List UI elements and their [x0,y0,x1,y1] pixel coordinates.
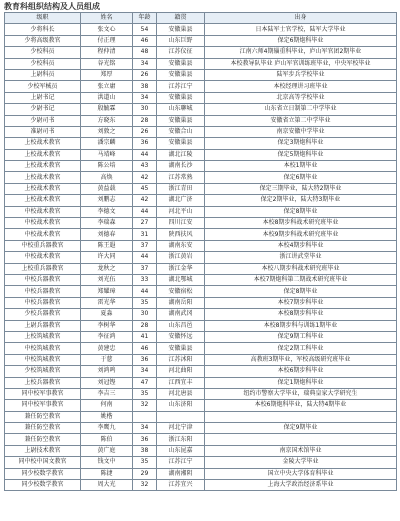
cell-background: 纽约市警察大学毕业，瑞典皇家大学研究生 [205,388,397,399]
cell-name: 夏淼 [81,309,133,320]
cell-name: 陈公培 [81,161,133,172]
cell-background: 本校教导队毕业 庐山军官训练班毕业，中央军校毕业 [205,58,397,69]
cell-name: 刘冠铿 [81,377,133,388]
table-row [5,388,397,399]
table-row [5,183,397,194]
cell-rank: 上校兵器教官 [5,377,81,388]
cell-age: 41 [133,331,157,342]
personnel-table [4,12,397,491]
cell-rank: 上校战术教官 [5,149,81,160]
cell-background: 本校8期步科毕业 [205,309,397,320]
table-row [5,400,397,411]
table-row [5,126,397,137]
table-row [5,138,397,149]
cell-name: 刘鸿鸣 [81,366,133,377]
cell-rank: 中校战术教官 [5,229,81,240]
cell-origin: 江苏沭阳 [157,354,205,365]
cell-rank: 上校战术教官 [5,195,81,206]
table-row [5,343,397,354]
cell-background: 南京国术馆毕业 [205,445,397,456]
cell-rank: 少将科长 [5,24,81,35]
table-row [5,24,397,35]
cell-background: 南京安徽中学毕业 [205,126,397,137]
table-row [5,263,397,274]
cell-rank: 上校筑城教官 [5,331,81,342]
cell-age: 34 [133,423,157,434]
cell-age: 45 [133,183,157,194]
cell-background: 本校8期步科战术研究班毕业 [205,218,397,229]
table-row [5,92,397,103]
cell-age: 26 [133,69,157,80]
table-row [5,69,397,80]
cell-rank: 少校科员 [5,47,81,58]
cell-name: 郑耀璋 [81,286,133,297]
table-row [5,480,397,491]
cell-name: 于慈 [81,354,133,365]
cell-name: 刘敦之 [81,126,133,137]
table-row [5,229,397,240]
cell-origin: 江苏常熟 [157,172,205,183]
column-header-background: 出身 [205,13,397,24]
cell-origin: 河北曲阳 [157,366,205,377]
cell-origin: 山东昌邑 [157,320,205,331]
table-row [5,468,397,479]
cell-rank: 上尉书记 [5,92,81,103]
table-row [5,377,397,388]
cell-rank: 少尉书记 [5,104,81,115]
cell-age: 54 [133,24,157,35]
cell-rank: 中校筑城教官 [5,354,81,365]
cell-rank: 同中校军事教官 [5,400,81,411]
cell-origin: 浙江黄岩 [157,252,205,263]
cell-rank: 中校战术教官 [5,218,81,229]
cell-name: 洪道山 [81,92,133,103]
cell-name: 潘宗麟 [81,138,133,149]
cell-origin: 河北宁津 [157,423,205,434]
table-row [5,206,397,217]
cell-background: 保定6期炮科毕业 [205,35,397,46]
cell-origin: 湖南湘阴 [157,468,205,479]
cell-age: 32 [133,400,157,411]
cell-background: 保定9期毕业 [205,423,397,434]
cell-origin: 安徽宿松 [157,286,205,297]
cell-age: 35 [133,388,157,399]
cell-age: 33 [133,274,157,285]
cell-age: 28 [133,115,157,126]
cell-rank: 上校重兵器教官 [5,263,81,274]
cell-origin: 江苏江宁 [157,81,205,92]
cell-origin: 浙江东阳 [157,434,205,445]
table-row [5,274,397,285]
cell-rank: 上尉技术教官 [5,445,81,456]
cell-name: 钱文中 [81,457,133,468]
cell-origin [157,411,205,422]
cell-origin: 安徽巢县 [157,115,205,126]
cell-background: 本校6期步科毕业 [205,366,397,377]
cell-age: 30 [133,104,157,115]
cell-origin: 江苏江宁 [157,457,205,468]
cell-background: 本校7期炮科第二期战术研究班毕业 [205,274,397,285]
cell-age: 46 [133,35,157,46]
cell-rank: 同少校数学教官 [5,480,81,491]
table-row [5,309,397,320]
cell-rank: 兼任防空教官 [5,423,81,434]
table-row [5,297,397,308]
cell-rank: 中校战术教官 [5,252,81,263]
cell-origin: 江西宜丰 [157,377,205,388]
cell-name: 刘光伍 [81,274,133,285]
cell-age: 44 [133,286,157,297]
cell-background: 高教班3期毕业，军校高级研究班毕业 [205,354,397,365]
cell-origin: 湖北江陵 [157,149,205,160]
cell-origin: 四川江安 [157,218,205,229]
cell-rank: 少尉司书 [5,115,81,126]
table-header-row [5,13,397,24]
table-row [5,35,397,46]
table-row [5,47,397,58]
cell-age: 38 [133,445,157,456]
cell-rank: 上校战术教官 [5,161,81,172]
cell-name: 李德文 [81,206,133,217]
cell-origin: 湖北鄂城 [157,274,205,285]
cell-background: 江南六师4期辎重科毕业，庐山军官团2期毕业 [205,47,397,58]
cell-origin: 安徽巢县 [157,58,205,69]
cell-origin: 河北唐县 [157,388,205,399]
cell-age: 36 [133,354,157,365]
cell-background: 本校8期步科与训练1期毕业 [205,320,397,331]
cell-age: 44 [133,149,157,160]
cell-age: 31 [133,229,157,240]
cell-origin: 山东昆嘉 [157,445,205,456]
cell-age: 37 [133,263,157,274]
cell-rank: 同少校数学教官 [5,468,81,479]
table-row [5,81,397,92]
cell-rank: 兼任防空教官 [5,434,81,445]
cell-rank: 中校兵器教官 [5,297,81,308]
table-body [5,24,397,491]
cell-background: 浙江讲武堂毕业 [205,252,397,263]
column-header-age: 年龄 [133,13,157,24]
table-row [5,411,397,422]
document-title: 教育科组织结构及人员组成 [4,2,100,11]
cell-rank: 中校兵器教官 [5,274,81,285]
cell-age: 43 [133,161,157,172]
cell-origin: 安徽怀远 [157,331,205,342]
cell-name: 陈捷 [81,468,133,479]
column-header-origin: 籍贯 [157,13,205,24]
table-row [5,286,397,297]
cell-background: 本校6期炮科毕业，陆大特4期毕业 [205,400,397,411]
cell-age: 29 [133,468,157,479]
cell-name: 陈王遐 [81,240,133,251]
cell-age: 26 [133,126,157,137]
cell-background: 保定2期毕业，陆大特3期毕业 [205,195,397,206]
cell-age [133,411,157,422]
table-row [5,115,397,126]
cell-name: 刘鹏志 [81,195,133,206]
cell-origin: 安徽巢县 [157,69,205,80]
cell-name: 张文心 [81,24,133,35]
cell-age: 47 [133,377,157,388]
table-row [5,104,397,115]
cell-name: 李鹰九 [81,423,133,434]
cell-background: 安徽省立第二中学毕业 [205,115,397,126]
cell-age: 44 [133,206,157,217]
cell-background: 国立中央大学体育科毕业 [205,468,397,479]
cell-name: 李吉三 [81,388,133,399]
table-row [5,218,397,229]
cell-rank: 中校筑城教官 [5,343,81,354]
cell-rank: 上校战术教官 [5,138,81,149]
cell-age: 37 [133,240,157,251]
table-row [5,423,397,434]
cell-age: 34 [133,58,157,69]
cell-background: 保定2期工科毕业 [205,343,397,354]
table-row [5,161,397,172]
table-row [5,240,397,251]
cell-name: 郑厚 [81,69,133,80]
cell-rank: 上校战术教官 [5,172,81,183]
cell-name: 李征鸿 [81,331,133,342]
cell-origin: 湖南长沙 [157,161,205,172]
cell-name: 黄建忠 [81,343,133,354]
table-row [5,252,397,263]
cell-rank: 中校战术教官 [5,206,81,217]
cell-age: 38 [133,81,157,92]
cell-name: 龙秋之 [81,263,133,274]
cell-rank: 上尉兵器教官 [5,320,81,331]
cell-rank: 少校科员 [5,58,81,69]
table-row [5,149,397,160]
cell-background: 本校7期步科毕业 [205,297,397,308]
cell-origin: 江苏仪征 [157,47,205,58]
cell-background: 金陵大学毕业 [205,457,397,468]
cell-origin: 安徽巢县 [157,138,205,149]
cell-origin: 山东聊城 [157,104,205,115]
cell-background: 保定1期炮科毕业 [205,377,397,388]
cell-rank: 上尉科员 [5,69,81,80]
cell-name: 李树华 [81,320,133,331]
cell-background: 本校4期步科毕业 [205,240,397,251]
cell-background [205,434,397,445]
cell-origin: 安徽巢县 [157,343,205,354]
cell-background: 陆军步兵学校毕业 [205,69,397,80]
cell-background: 保定8期毕业 [205,286,397,297]
cell-age: 32 [133,480,157,491]
cell-rank: 中校兵器教官 [5,286,81,297]
cell-rank: 中校重兵器教官 [5,240,81,251]
cell-rank: 准尉司书 [5,126,81,137]
cell-background [205,411,397,422]
column-header-name: 姓名 [81,13,133,24]
table-row [5,58,397,69]
cell-origin: 安徽合山 [157,126,205,137]
cell-age: 36 [133,434,157,445]
cell-origin: 安徽巢县 [157,92,205,103]
cell-background: 北京高等学校毕业 [205,92,397,103]
cell-age: 35 [133,457,157,468]
table-row [5,195,397,206]
cell-origin: 湖北广济 [157,195,205,206]
cell-age: 48 [133,47,157,58]
cell-name: 殷毓霖 [81,104,133,115]
cell-rank: 同中校中国文教官 [5,457,81,468]
cell-rank: 兼任防空教官 [5,411,81,422]
cell-origin: 湖南岳阳 [157,297,205,308]
cell-origin: 湖南东安 [157,240,205,251]
cell-background: 保定3期炮科毕业 [205,138,397,149]
cell-origin: 浙江青田 [157,183,205,194]
cell-origin: 山东济阳 [157,400,205,411]
cell-origin: 湖南武冈 [157,309,205,320]
table-row [5,457,397,468]
cell-age: 27 [133,218,157,229]
cell-rank: 少校军械员 [5,81,81,92]
cell-name: 方晓东 [81,115,133,126]
cell-name: 姚楷 [81,411,133,422]
column-header-rank: 级职 [5,13,81,24]
cell-name: 许大同 [81,252,133,263]
cell-name: 黄益载 [81,183,133,194]
cell-rank: 少校筑城教官 [5,366,81,377]
cell-name: 李瑞森 [81,218,133,229]
cell-background: 保定5期炮科毕业 [205,149,397,160]
cell-age: 46 [133,343,157,354]
table-row [5,172,397,183]
cell-origin: 河北平山 [157,206,205,217]
cell-name: 黄广庭 [81,445,133,456]
cell-background: 上海大学政治经济系毕业 [205,480,397,491]
cell-age: 34 [133,92,157,103]
cell-origin: 浙江金华 [157,263,205,274]
cell-rank: 少校兵器教官 [5,309,81,320]
cell-age: 34 [133,366,157,377]
cell-origin: 江苏宜兴 [157,480,205,491]
cell-age: 42 [133,172,157,183]
table-row [5,445,397,456]
table-row [5,320,397,331]
cell-origin: 陕西扶风 [157,229,205,240]
table-row [5,366,397,377]
cell-name: 陈伯 [81,434,133,445]
cell-name: 张立庸 [81,81,133,92]
cell-age: 30 [133,309,157,320]
cell-origin: 安徽巢县 [157,24,205,35]
cell-background: 本校八期步科战术研究班毕业 [205,263,397,274]
cell-name: 马靖峰 [81,149,133,160]
cell-background: 本校9期步科战术研究班毕业 [205,229,397,240]
table-row [5,354,397,365]
cell-background: 日本陆军士官学校，陆军大学毕业 [205,24,397,35]
cell-rank: 同中校军事教官 [5,388,81,399]
cell-name: 谷光铭 [81,58,133,69]
cell-background: 保定6期毕业 [205,172,397,183]
cell-rank: 少将高级教官 [5,35,81,46]
cell-name: 何南 [81,400,133,411]
cell-age: 36 [133,138,157,149]
cell-age: 42 [133,195,157,206]
cell-background: 保定9期工科毕业 [205,331,397,342]
cell-name: 程仲清 [81,47,133,58]
table-row [5,434,397,445]
table-row [5,331,397,342]
cell-age: 35 [133,297,157,308]
cell-name: 高焕 [81,172,133,183]
cell-background: 本校经理讲习班毕业 [205,81,397,92]
cell-name: 付正理 [81,35,133,46]
cell-rank: 上校战术教官 [5,183,81,194]
cell-age: 44 [133,252,157,263]
cell-background: 保定三期毕业，陆大特2期毕业 [205,183,397,194]
cell-origin: 山东巨野 [157,35,205,46]
cell-background: 本校1期毕业 [205,161,397,172]
cell-background: 山东省立日制第二中学毕业 [205,104,397,115]
cell-name: 雷光华 [81,297,133,308]
cell-age: 28 [133,320,157,331]
cell-background: 保定8期毕业 [205,206,397,217]
cell-name: 刘德春 [81,229,133,240]
cell-name: 周大光 [81,480,133,491]
